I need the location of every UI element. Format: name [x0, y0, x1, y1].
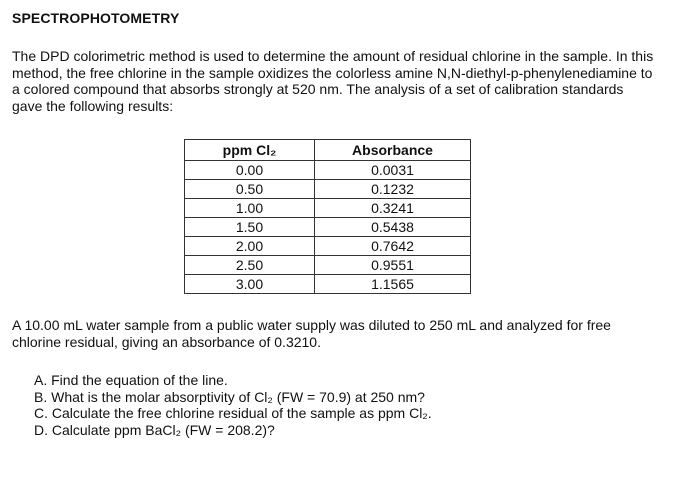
- question-b: B. What is the molar absorptivity of Cl₂ (FW = 70.9) at 250 nm?: [34, 388, 425, 405]
- cell-ppm: 2.00: [185, 237, 315, 256]
- cell-ppm: 1.50: [185, 218, 315, 237]
- intro-paragraph: The DPD colorimetric method is used to determine the amount of residual chlorine in the sample. In this method, the free chlorine in the sample oxidizes the colorless amine N,N-diethyl-p-phenylenediamine to a colored compound that absorbs strongly at 520 nm. The analysis of a set of calibration standards gave the following results:: [12, 48, 654, 114]
- question-c: C. Calculate the free chlorine residual of the sample as ppm Cl₂.: [34, 405, 432, 421]
- cell-absorbance: 0.7642: [315, 237, 471, 256]
- calibration-table: [184, 139, 471, 294]
- cell-ppm: 0.50: [185, 180, 315, 199]
- document-heading: SPECTROPHOTOMETRY: [12, 10, 180, 26]
- cell-ppm: 1.00: [185, 199, 315, 218]
- cell-absorbance: 1.1565: [315, 275, 471, 294]
- sample-paragraph: A 10.00 mL water sample from a public water supply was diluted to 250 mL and analyzed for free chlorine residual, giving an absorbance of 0.3210.: [12, 317, 611, 350]
- table-row: [185, 275, 471, 294]
- cell-absorbance: 0.9551: [315, 256, 471, 275]
- table-row: [185, 161, 471, 180]
- question-a: A. Find the equation of the line.: [34, 372, 228, 388]
- cell-absorbance: 0.0031: [315, 161, 471, 180]
- table-row: [185, 237, 471, 256]
- table-row: [185, 180, 471, 199]
- table-row: [185, 218, 471, 237]
- cell-absorbance: 0.1232: [315, 180, 471, 199]
- cell-absorbance: 0.3241: [315, 199, 471, 218]
- column-header-ppm: ppm Cl₂: [185, 140, 315, 161]
- question-d: D. Calculate ppm BaCl₂ (FW = 208.2)?: [34, 421, 275, 438]
- cell-absorbance: 0.5438: [315, 218, 471, 237]
- cell-ppm: 0.00: [185, 161, 315, 180]
- table-row: [185, 199, 471, 218]
- table-header-row: [185, 140, 471, 161]
- table-row: [185, 256, 471, 275]
- cell-ppm: 3.00: [185, 275, 315, 294]
- column-header-absorbance: Absorbance: [315, 140, 471, 161]
- cell-ppm: 2.50: [185, 256, 315, 275]
- question-list: [34, 372, 432, 438]
